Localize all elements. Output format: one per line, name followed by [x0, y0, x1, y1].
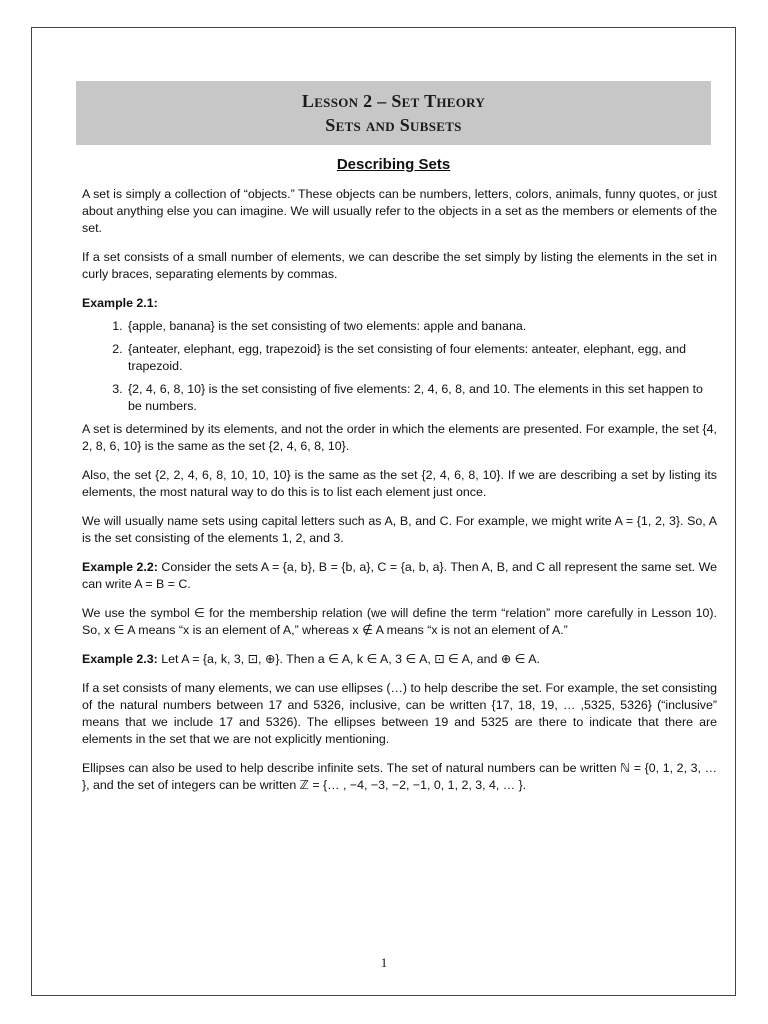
example-2-1-item: 1. {apple, banana} is the set consisting of two elements: apple and banana. [126, 318, 717, 335]
paragraph-ellipses: If a set consists of many elements, we can use ellipses (…) to help describe the set. For example, the set consisting of the natural numbers between 17 and 5326, inclusive, can be written {17, 18, 19, … ,5325, 5326} (“inclusive” means that we include 17 and 5326). The ellipses between 19 and 5325 are there to indicate that there are elements in the set that we are not explicitly mentioning. [82, 681, 717, 746]
example-2-1-item: 2. {anteater, elephant, egg, trapezoid} is the set consisting of four elements: anteater, elephant, egg, and trapezoid. [126, 341, 717, 375]
lesson-subtitle: Sets and Subsets [325, 115, 462, 135]
example-2-2-text: Consider the sets A = {a, b}, B = {b, a}, C = {a, b, a}. Then A, B, and C all represent the same set. We can write A = B = C. [82, 560, 717, 591]
paragraph-set-definition: A set is simply a collection of “objects.” These objects can be numbers, letters, colors, animals, funny quotes, or just about anything else you can imagine. We will usually refer to the objects in a set as the members or elements of the set. [82, 187, 717, 235]
paragraph-listing-elements: If a set consists of a small number of elements, we can describe the set simply by listing the elements in the set in curly braces, separating elements by commas. [82, 250, 717, 281]
paragraph-infinite-sets: Ellipses can also be used to help describe infinite sets. The set of natural numbers can be written ℕ = {0, 1, 2, 3, … }, and the set of integers can be written ℤ = {… , −4, −3, −2, −1, 0, 1, 2, 3, 4, … }. [82, 761, 717, 792]
paragraph-repetition: Also, the set {2, 2, 4, 6, 8, 10, 10, 10} is the same as the set {2, 4, 6, 8, 10}. If we are describing a set by listing its elements, the most natural way to do this is to list each element just once. [82, 468, 717, 499]
lesson-title: Lesson 2 – Set Theory [301, 91, 486, 111]
paragraph-naming-sets: We will usually name sets using capital letters such as A, B, and C. For example, we might write A = {1, 2, 3}. So, A is the set consisting of the elements 1, 2, and 3. [82, 514, 717, 545]
example-2-1-list [82, 318, 717, 415]
example-2-3-text: Let A = {a, k, 3, ⊡, ⊕}. Then a ∈ A, k ∈ A, 3 ∈ A, ⊡ ∈ A, and ⊕ ∈ A. [161, 652, 540, 666]
lesson-body [82, 186, 717, 806]
example-2-2 [82, 559, 717, 593]
section-title: Describing Sets [336, 156, 451, 173]
example-2-3 [82, 651, 717, 668]
page-number: 1 [380, 955, 388, 970]
example-2-3-label: Example 2.3: [82, 652, 158, 666]
lesson-title-banner [76, 81, 711, 145]
example-2-2-label: Example 2.2: [82, 560, 158, 574]
example-2-1-label: Example 2.1: [82, 296, 158, 310]
example-2-1-item: 3. {2, 4, 6, 8, 10} is the set consisting of five elements: 2, 4, 6, 8, and 10. The elements in this set happen to be numbers. [126, 381, 717, 415]
paragraph-membership: We use the symbol ∈ for the membership relation (we will define the term “relation” more carefully in Lesson 10). So, x ∈ A means “x is an element of A,” whereas x ∉ A means “x is not an element of A.” [82, 606, 717, 637]
paragraph-order: A set is determined by its elements, and not the order in which the elements are presented. For example, the set {4, 2, 8, 6, 10} is the same as the set {2, 4, 6, 8, 10}. [82, 422, 717, 453]
